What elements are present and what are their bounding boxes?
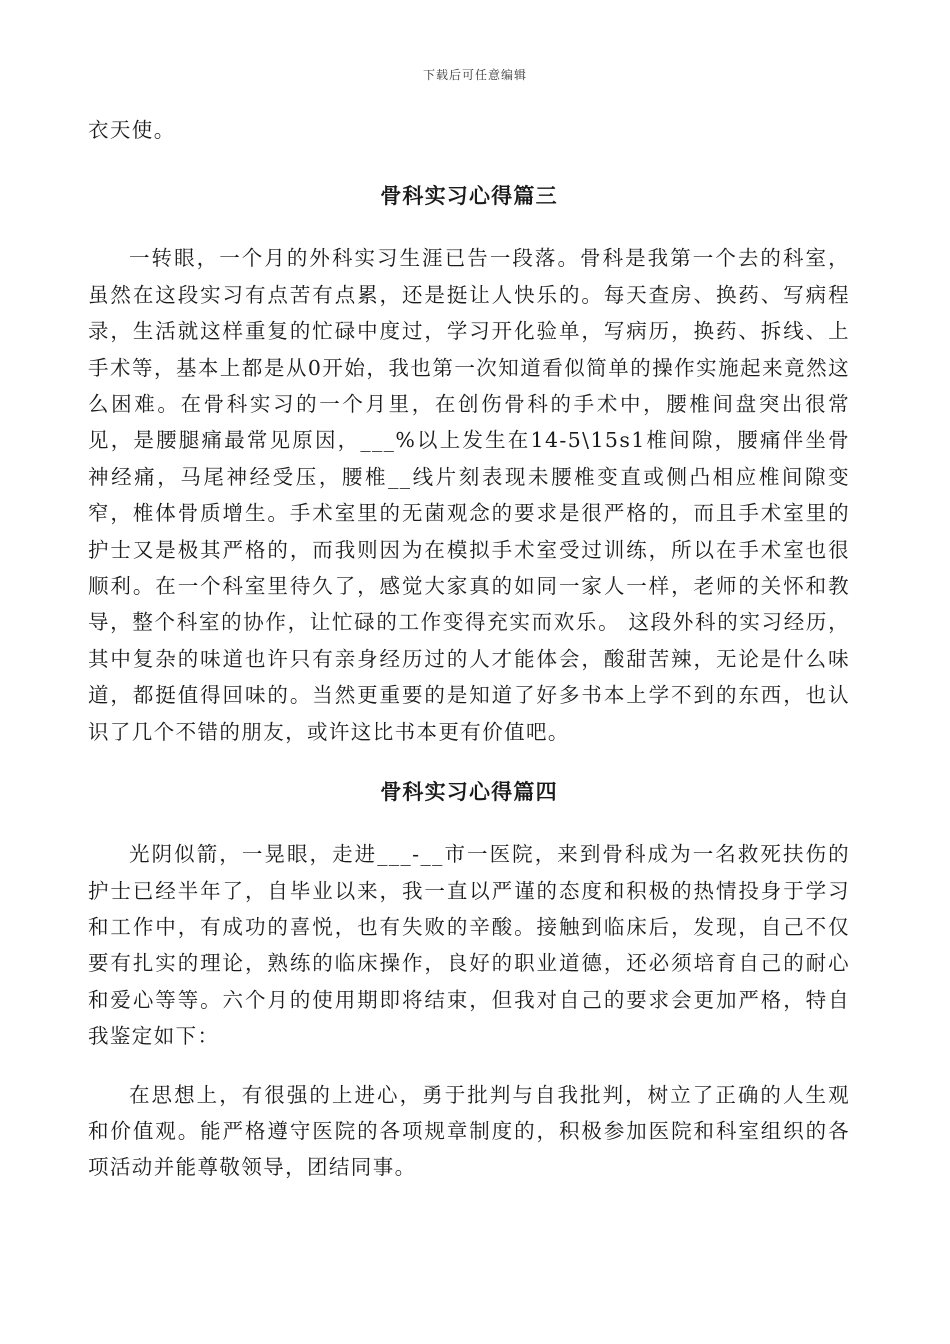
document-body xyxy=(88,112,850,1186)
section4-paragraph-2: 在思想上，有很强的上进心，勇于批判与自我批判，树立了正确的人生观和价值观。能严格遵守医院的各项规章制度的，积极参加医院和科室组织的各项活动并能尊敬领导，团结同事。 xyxy=(88,1082,850,1180)
section3-paragraph-1: 一转眼，一个月的外科实习生涯已告一段落。骨科是我第一个去的科室，虽然在这段实习有点苦有点累，还是挺让人快乐的。每天查房、换药、写病程录，生活就这样重复的忙碌中度过，学习开化验单，写病历，换药、拆线、上手术等，基本上都是从0开始，我也第一次知道看似简单的操作实施起来竟然这么困难。在骨科实习的一个月里，在创伤骨科的手术中，腰椎间盘突出很常见，是腰腿痛最常见原因，___%以上发生在14-5\15s1椎间隙，腰痛伴坐骨神经痛，马尾神经受压，腰椎__线片刻表现未腰椎变直或侧凸相应椎间隙变窄，椎体骨质增生。手术室里的无菌观念的要求是很严格的，而且手术室里的护士又是极其严格的，而我则因为在模拟手术室受过训练，所以在手术室也很顺利。在一个科室里待久了，感觉大家真的如同一家人一样，老师的关怀和教导，整个科室的协作，让忙碌的工作变得充实而欢乐。 这段外科的实习经历，其中复杂的味道也许只有亲身经历过的人才能体会，酸甜苦辣，无论是什么味道，都挺值得回味的。当然更重要的是知道了好多书本上学不到的东西，也认识了几个不错的朋友，或许这比书本更有价值吧。 xyxy=(88,246,850,744)
section4-paragraph-1: 光阴似箭，一晃眼，走进___-__市一医院，来到骨科成为一名救死扶伤的护士已经半年了，自毕业以来，我一直以严谨的态度和积极的热情投身于学习和工作中，有成功的喜悦，也有失败的辛酸。接触到临床后，发现，自己不仅要有扎实的理论，熟练的临床操作，良好的职业道德，还必须培育自己的耐心和爱心等等。六个月的使用期即将结束，但我对自己的要求会更加严格，特自我鉴定如下： xyxy=(88,842,850,1049)
continuation-text: 衣天使。 xyxy=(88,118,176,142)
section3-title: 骨科实习心得篇三 xyxy=(380,183,558,209)
header-note: 下载后可任意编辑 xyxy=(422,68,527,82)
section4-title: 骨科实习心得篇四 xyxy=(380,779,558,805)
